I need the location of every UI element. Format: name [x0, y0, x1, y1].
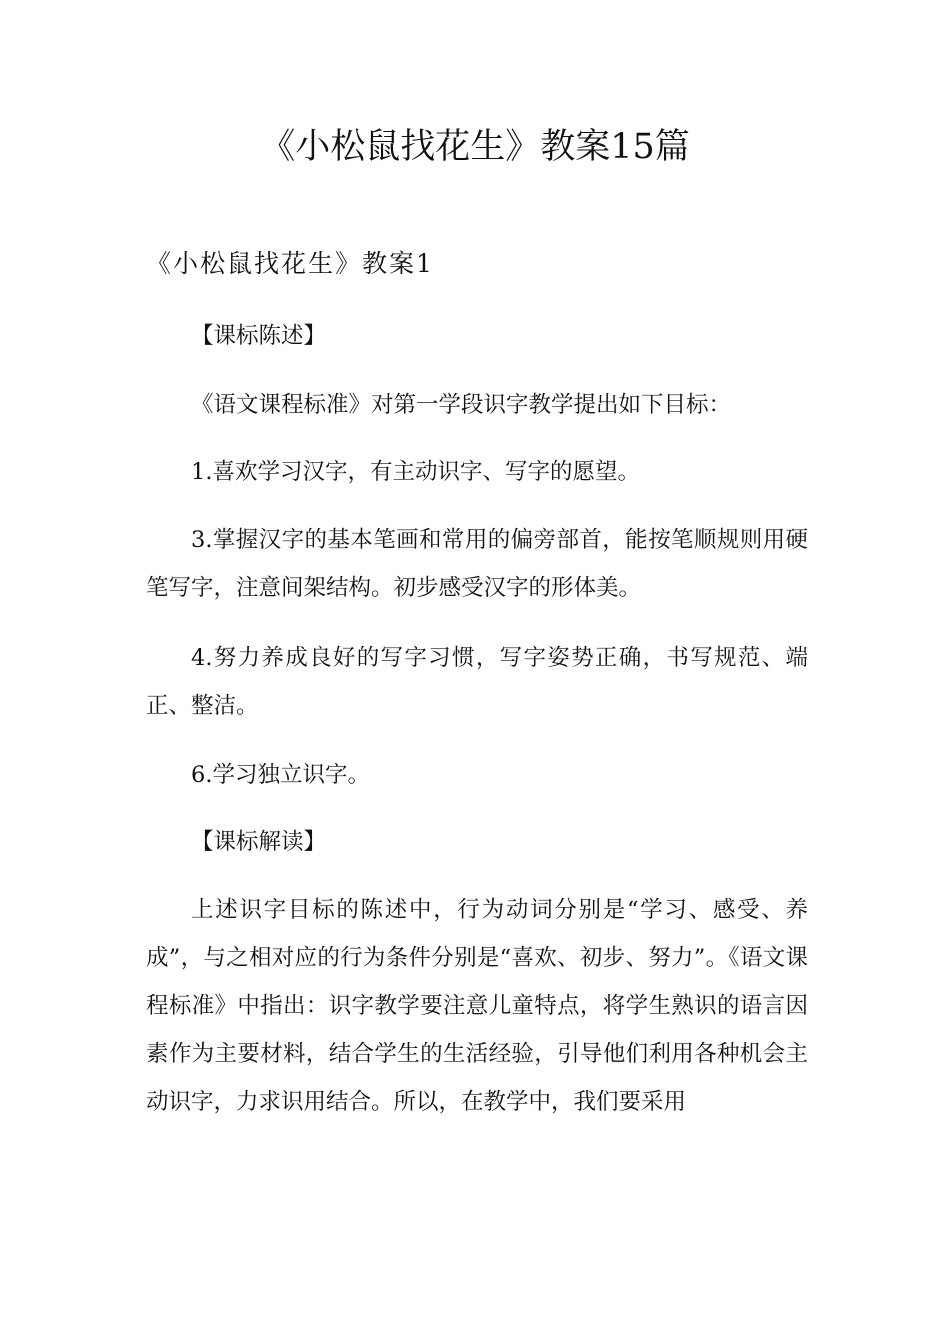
paragraph-goal-3: 3.掌握汉字的基本笔画和常用的偏旁部首，能按笔顺规则用硬笔写字，注意间架结构。初步感受汉字的形体美。	[146, 527, 808, 601]
paragraph-interpretation-heading: 【课标解读】	[191, 829, 327, 855]
paragraph-standards-intro: 《语文课程标准》对第一学段识字教学提出如下目标：	[191, 392, 732, 418]
paragraph-standards-heading: 【课标陈述】	[191, 323, 327, 349]
section-heading: 《小松鼠找花生》教案1	[146, 249, 434, 278]
paragraph-goal-1: 1.喜欢学习汉字，有主动识字、写字的愿望。	[191, 459, 640, 485]
paragraph-goal-6: 6.学习独立识字。	[191, 762, 370, 788]
paragraph-interpretation-body: 上述识字目标的陈述中，行为动词分别是“学习、感受、养成”，与之相对应的行为条件分别是“喜欢、初步、努力”。《语文课程标准》中指出：识字教学要注意儿童特点，将学生熟识的语言因素作为主要材料，结合学生的生活经验，引导他们利用各种机会主动识字，力求识用结合。所以，在教学中，我们要采用	[146, 897, 808, 1115]
paragraph-goal-4: 4.努力养成良好的写字习惯，写字姿势正确，书写规范、端正、整洁。	[146, 645, 808, 719]
document-title: 《小松鼠找花生》教案15篇	[260, 127, 690, 167]
